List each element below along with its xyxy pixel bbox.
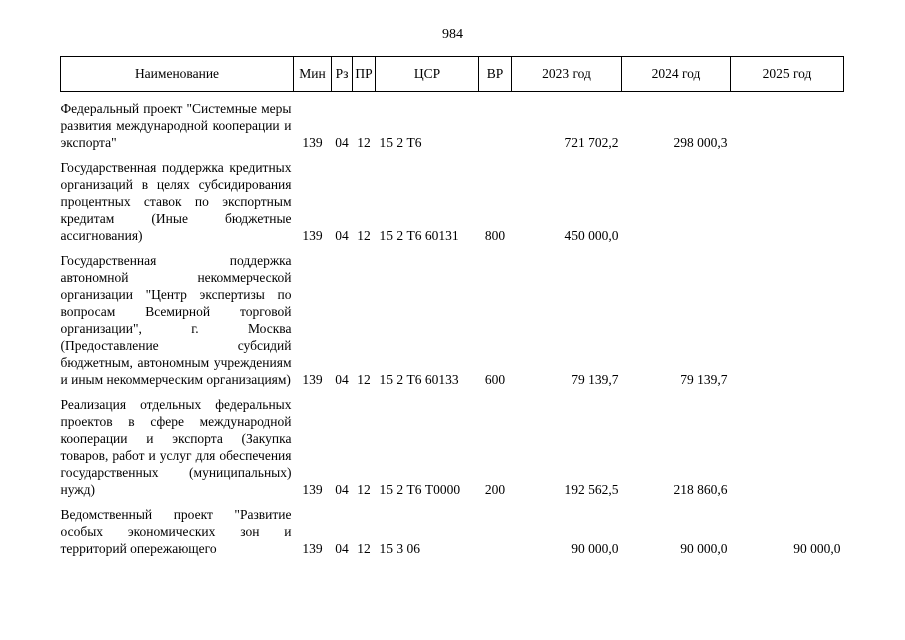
header-row [61, 57, 844, 92]
row-2025: 90 000,0 [793, 541, 841, 556]
budget-table [60, 56, 844, 557]
row-rz: 04 [335, 372, 349, 387]
row-min: 139 [302, 541, 323, 556]
row-rz: 04 [335, 135, 349, 150]
row-2023: 79 139,7 [571, 372, 619, 387]
header-csr: ЦСР [376, 57, 479, 92]
row-rz: 04 [335, 482, 349, 497]
header-vr: ВР [479, 57, 512, 92]
row-2024: 298 000,3 [673, 135, 728, 150]
row-min: 139 [302, 372, 323, 387]
page-number: 984 [442, 27, 463, 42]
row-name: Государственная поддержка автономной некоммерческой организации "Центр экспертизы по вопросам Всемирной торговой организации", г. Москва (Предоставление субсидий бюджетным, автономным учреждениям и иным некоммерческим организациям) [60, 253, 292, 387]
row-2025 [731, 252, 844, 388]
header-2025: 2025 год [731, 57, 844, 92]
header-pr: ПР [353, 57, 376, 92]
row-2023: 450 000,0 [564, 228, 619, 243]
row-vr [479, 506, 512, 557]
table-row [61, 159, 844, 244]
row-vr: 200 [484, 482, 506, 497]
header-rz: Рз [332, 57, 353, 92]
header-2024: 2024 год [622, 57, 731, 92]
row-2024: 79 139,7 [680, 372, 728, 387]
row-name: Государственная поддержка кредитных организаций в целях субсидирования процентных ставок по экспортным кредитам (Иные бюджетные ассигнования) [60, 160, 292, 243]
table-row [61, 396, 844, 498]
row-2025 [731, 100, 844, 151]
row-2025 [731, 159, 844, 244]
row-2023: 192 562,5 [564, 482, 619, 497]
table-row [61, 252, 844, 388]
row-csr: 15 2 Т6 Т0000 [379, 482, 461, 497]
row-pr: 12 [357, 228, 371, 243]
row-pr: 12 [357, 135, 371, 150]
row-pr: 12 [357, 482, 371, 497]
row-2024 [622, 159, 731, 244]
row-rz: 04 [335, 541, 349, 556]
row-csr: 15 2 Т6 [379, 135, 422, 150]
row-2023: 90 000,0 [571, 541, 619, 556]
row-rz: 04 [335, 228, 349, 243]
row-pr: 12 [357, 541, 371, 556]
row-pr: 12 [357, 372, 371, 387]
row-vr [479, 100, 512, 151]
table-row [61, 506, 844, 557]
table-row [61, 100, 844, 151]
row-2024: 90 000,0 [680, 541, 728, 556]
header-min: Мин [294, 57, 332, 92]
row-csr: 15 3 06 [379, 541, 420, 556]
row-name: Федеральный проект "Системные меры развития международной кооперации и экспорта" [60, 101, 292, 150]
row-2025 [731, 396, 844, 498]
row-name: Реализация отдельных федеральных проектов в сфере международной кооперации и экспорта (Закупка товаров, работ и услуг для обеспечения государственных (муниципальных) нужд) [60, 397, 292, 497]
row-2023: 721 702,2 [564, 135, 619, 150]
row-csr: 15 2 Т6 60133 [379, 372, 459, 387]
row-min: 139 [302, 228, 323, 243]
header-name: Наименование [61, 57, 294, 92]
row-2024: 218 860,6 [673, 482, 728, 497]
row-csr: 15 2 Т6 60131 [379, 228, 459, 243]
row-vr: 600 [484, 372, 506, 387]
header-2023: 2023 год [512, 57, 622, 92]
row-name: Ведомственный проект "Развитие особых экономических зон и территорий опережающего [60, 507, 292, 556]
row-min: 139 [302, 135, 323, 150]
row-min: 139 [302, 482, 323, 497]
row-vr: 800 [484, 228, 506, 243]
